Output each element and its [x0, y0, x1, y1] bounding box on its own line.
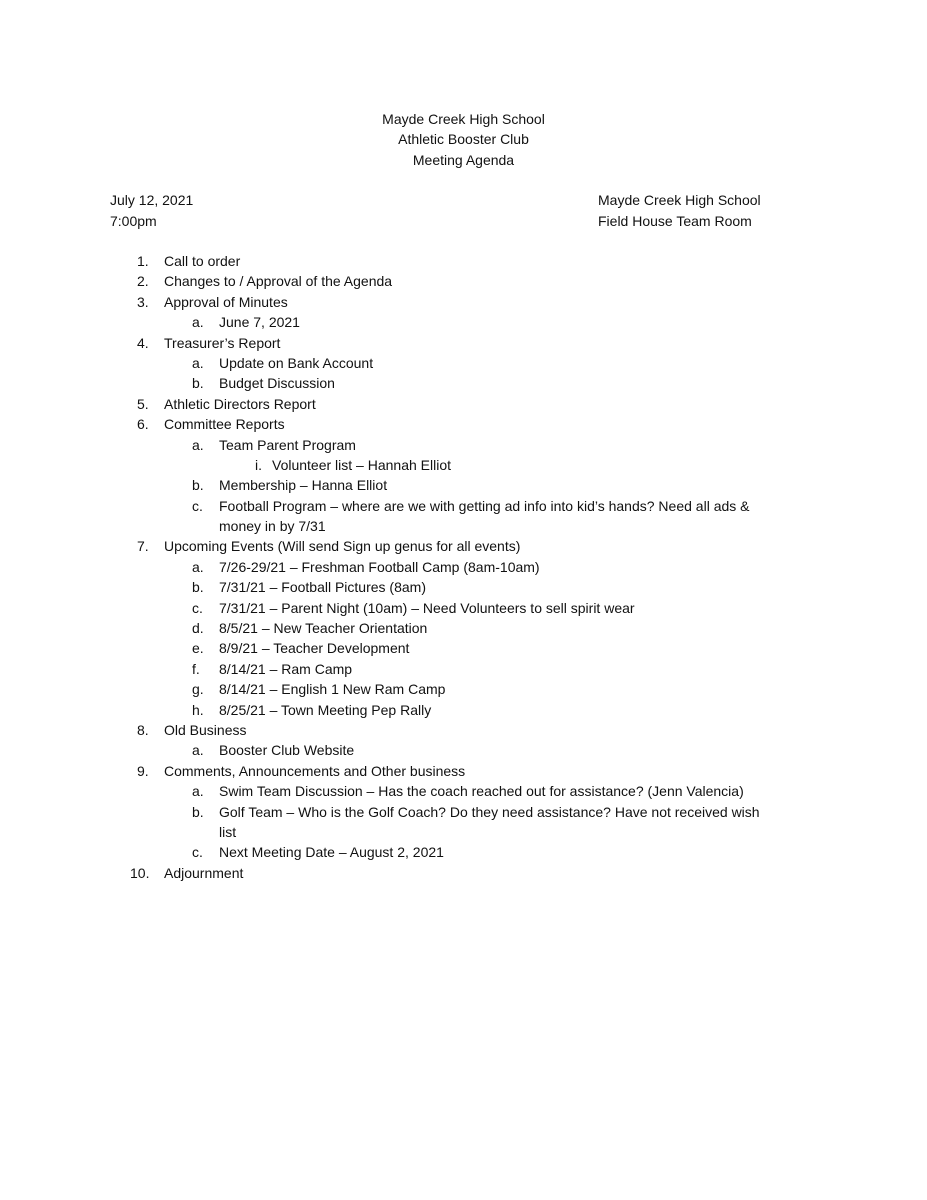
agenda-item-text: Membership – Hanna Elliot — [219, 477, 388, 494]
agenda-item — [0, 802, 927, 822]
agenda-item — [0, 353, 927, 373]
agenda-item-text: Volunteer list – Hannah Elliot — [272, 456, 451, 473]
agenda-item-text-continued: list — [219, 823, 237, 840]
agenda-item — [0, 577, 927, 597]
agenda-item-marker: c. — [192, 497, 203, 514]
agenda-item — [0, 435, 927, 455]
agenda-item-marker: 2. — [137, 273, 149, 290]
agenda-item-text: Team Parent Program — [219, 436, 356, 453]
agenda-item-marker: b. — [192, 477, 204, 494]
agenda-item-text: 7/26-29/21 – Freshman Football Camp (8am-10am) — [219, 558, 540, 575]
agenda-item-marker: h. — [192, 701, 204, 718]
agenda-item — [0, 312, 927, 332]
agenda-item-marker: b. — [192, 375, 204, 392]
agenda-item-marker: 10. — [130, 864, 150, 881]
agenda-item-marker: a. — [192, 742, 204, 759]
agenda-item-text: Budget Discussion — [219, 375, 335, 392]
agenda-item-text: Football Program – where are we with getting ad info into kid’s hands? Need all ads & — [219, 497, 750, 514]
agenda-item — [0, 536, 927, 556]
agenda-item — [0, 781, 927, 801]
agenda-item — [0, 333, 927, 353]
agenda-item — [0, 863, 927, 883]
agenda-item-marker: e. — [192, 640, 204, 657]
agenda-item — [0, 679, 927, 699]
agenda-item-text-continued: money in by 7/31 — [219, 518, 326, 535]
agenda-item — [0, 598, 927, 618]
meeting-location-room: Field House Team Room — [598, 213, 752, 229]
agenda-item — [0, 394, 927, 414]
agenda-item-marker: a. — [192, 354, 204, 371]
agenda-item-text: Adjournment — [164, 864, 244, 881]
agenda-item — [0, 251, 927, 271]
meeting-time: 7:00pm — [110, 213, 157, 229]
agenda-item-text: Committee Reports — [164, 416, 285, 433]
agenda-item-text: Golf Team – Who is the Golf Coach? Do they need assistance? Have not received wish — [219, 803, 760, 820]
agenda-item-marker: b. — [192, 803, 204, 820]
agenda-item — [0, 761, 927, 781]
agenda-item — [0, 638, 927, 658]
agenda-item-text: Athletic Directors Report — [164, 395, 316, 412]
agenda-item-text: Upcoming Events (Will send Sign up genus for all events) — [164, 538, 521, 555]
agenda-item-marker: 4. — [137, 334, 149, 351]
agenda-item-marker: 8. — [137, 721, 149, 738]
agenda-item-marker: i. — [255, 456, 262, 473]
agenda-item-marker: a. — [192, 436, 204, 453]
document-title: Meeting Agenda — [412, 152, 515, 168]
agenda-item-marker: 7. — [137, 538, 149, 555]
agenda-item-marker: c. — [192, 844, 203, 861]
agenda-item-marker: a. — [192, 314, 204, 331]
agenda-item — [0, 373, 927, 393]
agenda-item-text: Changes to / Approval of the Agenda — [164, 273, 393, 290]
agenda-item — [0, 659, 927, 679]
agenda-item-text: Update on Bank Account — [219, 354, 374, 371]
agenda-item — [0, 557, 927, 577]
agenda-item-marker: c. — [192, 599, 203, 616]
agenda-item-continuation — [0, 822, 927, 842]
agenda-item — [0, 700, 927, 720]
agenda-item-text: Treasurer’s Report — [164, 334, 281, 351]
agenda-item-text: 8/25/21 – Town Meeting Pep Rally — [219, 701, 432, 718]
agenda-item-text: Comments, Announcements and Other business — [164, 762, 466, 779]
agenda-item-marker: 3. — [137, 293, 149, 310]
agenda-item-text: Call to order — [164, 253, 241, 269]
agenda-item-text: Next Meeting Date – August 2, 2021 — [219, 844, 444, 861]
agenda-item-continuation — [0, 516, 927, 536]
agenda-item-marker: d. — [192, 620, 204, 637]
agenda-item-marker: 6. — [137, 416, 149, 433]
agenda-item-text: 8/14/21 – English 1 New Ram Camp — [219, 681, 446, 698]
agenda-item-text: June 7, 2021 — [219, 314, 300, 331]
agenda-item-text: 7/31/21 – Football Pictures (8am) — [219, 579, 426, 596]
agenda-item — [0, 740, 927, 760]
agenda-item-text: Old Business — [164, 721, 247, 738]
agenda-item-text: 8/5/21 – New Teacher Orientation — [219, 620, 428, 637]
agenda-item-text: Swim Team Discussion – Has the coach reached out for assistance? (Jenn Valencia) — [219, 783, 744, 800]
agenda-item-marker: g. — [192, 681, 204, 698]
agenda-item — [0, 618, 927, 638]
club-name-title: Athletic Booster Club — [398, 131, 529, 147]
agenda-item — [0, 455, 927, 475]
agenda-item-text: 7/31/21 – Parent Night (10am) – Need Volunteers to sell spirit wear — [219, 599, 635, 616]
agenda-item — [0, 720, 927, 740]
agenda-item-marker: 1. — [137, 253, 149, 269]
agenda-item-marker: a. — [192, 783, 204, 800]
agenda-item — [0, 842, 927, 862]
meeting-date: July 12, 2021 — [110, 192, 194, 208]
agenda-item-marker: 9. — [137, 762, 149, 779]
agenda-item — [0, 475, 927, 495]
agenda-item-text: Approval of Minutes — [164, 293, 288, 310]
meeting-location-school: Mayde Creek High School — [598, 192, 761, 208]
agenda-item — [0, 496, 927, 516]
agenda-item — [0, 292, 927, 312]
agenda-item-text: 8/9/21 – Teacher Development — [219, 640, 410, 657]
agenda-item — [0, 271, 927, 291]
agenda-item-text: 8/14/21 – Ram Camp — [219, 660, 353, 677]
school-name-title: Mayde Creek High School — [382, 111, 545, 127]
agenda-list — [0, 251, 927, 883]
agenda-item-marker: b. — [192, 579, 204, 596]
agenda-item-marker: f. — [192, 660, 200, 677]
agenda-item-text: Booster Club Website — [219, 742, 355, 759]
agenda-item-marker: a. — [192, 558, 204, 575]
agenda-item-marker: 5. — [137, 395, 149, 412]
agenda-item — [0, 414, 927, 434]
